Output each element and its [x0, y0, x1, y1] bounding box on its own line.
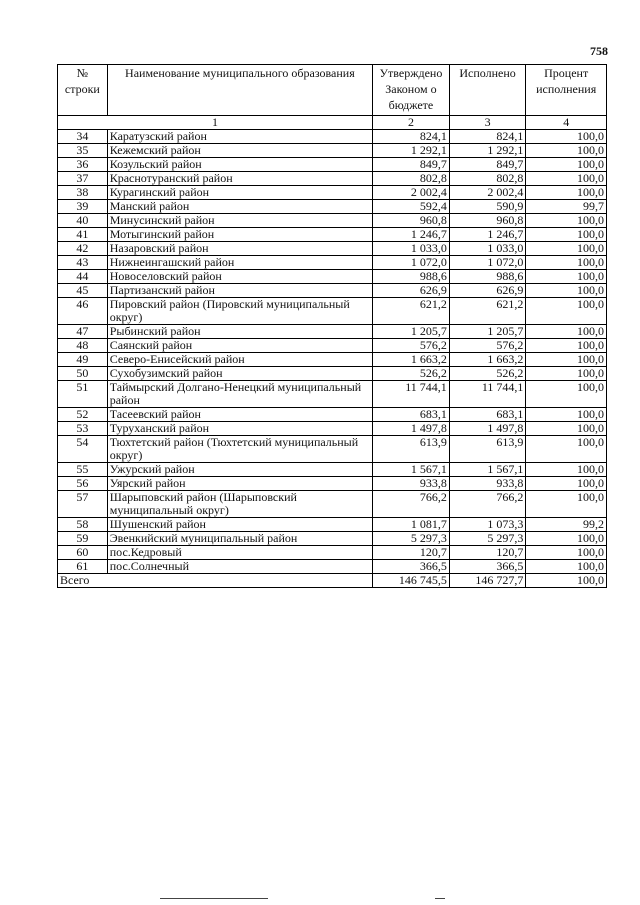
executed-cell: 613,9: [449, 436, 526, 463]
municipality-name-cell: Нижнеингашский район: [107, 256, 372, 270]
municipality-name-cell: Козульский район: [107, 158, 372, 172]
table-row: [58, 144, 607, 158]
percent-cell: 100,0: [526, 463, 607, 477]
total-label: Всего: [58, 574, 373, 588]
table-row: [58, 298, 607, 325]
municipality-name-cell: Краснотуранский район: [107, 172, 372, 186]
executed-cell: 366,5: [449, 560, 526, 574]
approved-cell: 120,7: [373, 546, 450, 560]
table-row: [58, 518, 607, 532]
row-number-cell: 58: [58, 518, 108, 532]
table-row: [58, 270, 607, 284]
municipality-name-cell: Тасеевский район: [107, 408, 372, 422]
table-row: [58, 477, 607, 491]
row-number-cell: 34: [58, 130, 108, 144]
footer-mark-left: [160, 898, 268, 899]
total-executed: 146 727,7: [449, 574, 526, 588]
approved-cell: 683,1: [373, 408, 450, 422]
total-approved: 146 745,5: [373, 574, 450, 588]
row-number-cell: 53: [58, 422, 108, 436]
column-number: 2: [373, 116, 450, 130]
row-number-cell: 42: [58, 242, 108, 256]
municipality-name-cell: Курагинский район: [107, 186, 372, 200]
executed-cell: 1 033,0: [449, 242, 526, 256]
municipality-name-cell: Шушенский район: [107, 518, 372, 532]
executed-cell: 766,2: [449, 491, 526, 518]
header-executed: Исполнено: [449, 65, 526, 116]
percent-cell: 100,0: [526, 186, 607, 200]
row-number-cell: 59: [58, 532, 108, 546]
executed-cell: 960,8: [449, 214, 526, 228]
approved-cell: 960,8: [373, 214, 450, 228]
table-row: [58, 256, 607, 270]
municipality-name-cell: Таймырский Долгано-Ненецкий муниципальный район: [107, 381, 372, 408]
approved-cell: 766,2: [373, 491, 450, 518]
header-municipality-name: Наименование муниципального образования: [107, 65, 372, 116]
row-number-cell: 38: [58, 186, 108, 200]
table-row: [58, 367, 607, 381]
percent-cell: 100,0: [526, 477, 607, 491]
table-row: [58, 200, 607, 214]
table-row: [58, 158, 607, 172]
executed-cell: 2 002,4: [449, 186, 526, 200]
row-number-cell: 35: [58, 144, 108, 158]
municipality-name-cell: Уярский район: [107, 477, 372, 491]
approved-cell: 988,6: [373, 270, 450, 284]
approved-cell: 802,8: [373, 172, 450, 186]
municipality-name-cell: Кежемский район: [107, 144, 372, 158]
row-number-cell: 36: [58, 158, 108, 172]
row-number-cell: 37: [58, 172, 108, 186]
row-number-cell: 61: [58, 560, 108, 574]
row-number-cell: 47: [58, 325, 108, 339]
approved-cell: 621,2: [373, 298, 450, 325]
executed-cell: 1 292,1: [449, 144, 526, 158]
municipality-name-cell: Рыбинский район: [107, 325, 372, 339]
approved-cell: 1 205,7: [373, 325, 450, 339]
percent-cell: 100,0: [526, 532, 607, 546]
row-number-cell: 40: [58, 214, 108, 228]
row-number-cell: 57: [58, 491, 108, 518]
municipality-name-cell: пос.Солнечный: [107, 560, 372, 574]
municipality-name-cell: Северо-Енисейский район: [107, 353, 372, 367]
executed-cell: 1 205,7: [449, 325, 526, 339]
municipality-name-cell: Минусинский район: [107, 214, 372, 228]
percent-cell: 100,0: [526, 422, 607, 436]
row-number-cell: 43: [58, 256, 108, 270]
executed-cell: 1 246,7: [449, 228, 526, 242]
approved-cell: 933,8: [373, 477, 450, 491]
percent-cell: 100,0: [526, 408, 607, 422]
executed-cell: 120,7: [449, 546, 526, 560]
percent-cell: 99,2: [526, 518, 607, 532]
row-number-cell: 60: [58, 546, 108, 560]
table-header-row: [58, 65, 607, 116]
executed-cell: 1 663,2: [449, 353, 526, 367]
percent-cell: 100,0: [526, 339, 607, 353]
percent-cell: 100,0: [526, 256, 607, 270]
approved-cell: 849,7: [373, 158, 450, 172]
executed-cell: 590,9: [449, 200, 526, 214]
table-row: [58, 242, 607, 256]
municipality-name-cell: Партизанский район: [107, 284, 372, 298]
approved-cell: 824,1: [373, 130, 450, 144]
approved-cell: 1 292,1: [373, 144, 450, 158]
municipality-name-cell: Манский район: [107, 200, 372, 214]
percent-cell: 100,0: [526, 284, 607, 298]
header-percent: Процент исполнения: [526, 65, 607, 116]
approved-cell: 1 246,7: [373, 228, 450, 242]
municipality-name-cell: Тюхтетский район (Тюхтетский муниципальный округ): [107, 436, 372, 463]
row-number-cell: 50: [58, 367, 108, 381]
table-body: [58, 130, 607, 574]
executed-cell: 1 497,8: [449, 422, 526, 436]
table-row: [58, 172, 607, 186]
table-row: [58, 546, 607, 560]
approved-cell: 11 744,1: [373, 381, 450, 408]
row-number-cell: 46: [58, 298, 108, 325]
percent-cell: 100,0: [526, 130, 607, 144]
percent-cell: 99,7: [526, 200, 607, 214]
percent-cell: 100,0: [526, 367, 607, 381]
row-number-cell: 39: [58, 200, 108, 214]
municipality-name-cell: Шарыповский район (Шарыповский муниципальный округ): [107, 491, 372, 518]
executed-cell: 683,1: [449, 408, 526, 422]
approved-cell: 1 497,8: [373, 422, 450, 436]
table-row: [58, 284, 607, 298]
percent-cell: 100,0: [526, 144, 607, 158]
table-row: [58, 339, 607, 353]
executed-cell: 626,9: [449, 284, 526, 298]
row-number-cell: 45: [58, 284, 108, 298]
table-row: [58, 491, 607, 518]
percent-cell: 100,0: [526, 172, 607, 186]
municipality-name-cell: Новоселовский район: [107, 270, 372, 284]
executed-cell: 933,8: [449, 477, 526, 491]
table-row: [58, 532, 607, 546]
executed-cell: 1 073,3: [449, 518, 526, 532]
total-row: [58, 574, 607, 588]
percent-cell: 100,0: [526, 228, 607, 242]
table-row: [58, 463, 607, 477]
municipality-name-cell: Эвенкийский муниципальный район: [107, 532, 372, 546]
column-number-row: [58, 116, 607, 130]
executed-cell: 1 072,0: [449, 256, 526, 270]
executed-cell: 824,1: [449, 130, 526, 144]
approved-cell: 592,4: [373, 200, 450, 214]
municipality-name-cell: Мотыгинский район: [107, 228, 372, 242]
row-number-cell: 55: [58, 463, 108, 477]
table-row: [58, 228, 607, 242]
row-number-cell: 56: [58, 477, 108, 491]
executed-cell: 621,2: [449, 298, 526, 325]
percent-cell: 100,0: [526, 158, 607, 172]
percent-cell: 100,0: [526, 546, 607, 560]
approved-cell: 1 081,7: [373, 518, 450, 532]
percent-cell: 100,0: [526, 270, 607, 284]
executed-cell: 802,8: [449, 172, 526, 186]
municipality-name-cell: Саянский район: [107, 339, 372, 353]
executed-cell: 849,7: [449, 158, 526, 172]
approved-cell: 626,9: [373, 284, 450, 298]
percent-cell: 100,0: [526, 353, 607, 367]
table-row: [58, 214, 607, 228]
total-percent: 100,0: [526, 574, 607, 588]
approved-cell: 1 663,2: [373, 353, 450, 367]
executed-cell: 526,2: [449, 367, 526, 381]
budget-execution-table: [57, 64, 607, 588]
executed-cell: 988,6: [449, 270, 526, 284]
row-number-cell: 44: [58, 270, 108, 284]
table-row: [58, 381, 607, 408]
table-row: [58, 408, 607, 422]
row-number-cell: 41: [58, 228, 108, 242]
table-row: [58, 325, 607, 339]
municipality-name-cell: Туруханский район: [107, 422, 372, 436]
executed-cell: 11 744,1: [449, 381, 526, 408]
percent-cell: 100,0: [526, 214, 607, 228]
approved-cell: 1 072,0: [373, 256, 450, 270]
approved-cell: 1 567,1: [373, 463, 450, 477]
page-number: 758: [590, 44, 608, 58]
approved-cell: 526,2: [373, 367, 450, 381]
percent-cell: 100,0: [526, 560, 607, 574]
table-row: [58, 353, 607, 367]
executed-cell: 576,2: [449, 339, 526, 353]
table-row: [58, 436, 607, 463]
municipality-name-cell: Каратузский район: [107, 130, 372, 144]
table-row: [58, 560, 607, 574]
municipality-name-cell: Сухобузимский район: [107, 367, 372, 381]
percent-cell: 100,0: [526, 298, 607, 325]
table-row: [58, 422, 607, 436]
header-row-number: № строки: [58, 65, 108, 116]
approved-cell: 613,9: [373, 436, 450, 463]
municipality-name-cell: Назаровский район: [107, 242, 372, 256]
column-number: 3: [449, 116, 526, 130]
table-row: [58, 130, 607, 144]
percent-cell: 100,0: [526, 242, 607, 256]
municipality-name-cell: пос.Кедровый: [107, 546, 372, 560]
row-number-cell: 51: [58, 381, 108, 408]
municipality-name-cell: Пировский район (Пировский муниципальный округ): [107, 298, 372, 325]
percent-cell: 100,0: [526, 381, 607, 408]
approved-cell: 2 002,4: [373, 186, 450, 200]
approved-cell: 5 297,3: [373, 532, 450, 546]
row-number-cell: 52: [58, 408, 108, 422]
approved-cell: 366,5: [373, 560, 450, 574]
row-number-cell: 49: [58, 353, 108, 367]
row-number-cell: 54: [58, 436, 108, 463]
municipality-name-cell: Ужурский район: [107, 463, 372, 477]
header-approved: Утверждено Законом о бюджете: [373, 65, 450, 116]
percent-cell: 100,0: [526, 325, 607, 339]
approved-cell: 576,2: [373, 339, 450, 353]
column-number: 1: [58, 116, 373, 130]
column-number: 4: [526, 116, 607, 130]
approved-cell: 1 033,0: [373, 242, 450, 256]
executed-cell: 1 567,1: [449, 463, 526, 477]
percent-cell: 100,0: [526, 436, 607, 463]
row-number-cell: 48: [58, 339, 108, 353]
percent-cell: 100,0: [526, 491, 607, 518]
table-row: [58, 186, 607, 200]
footer-mark-right: [435, 898, 445, 899]
executed-cell: 5 297,3: [449, 532, 526, 546]
